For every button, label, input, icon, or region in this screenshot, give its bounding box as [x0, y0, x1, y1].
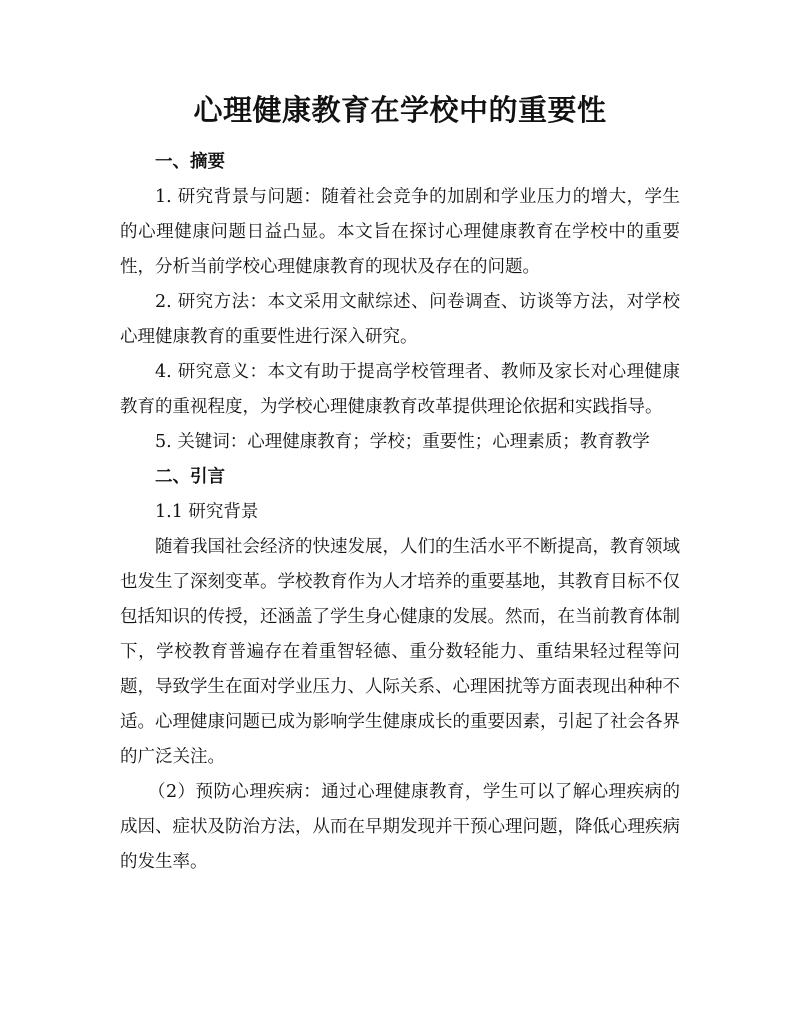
abstract-item-significance: 4. 研究意义：本文有助于提高学校管理者、教师及家长对心理健康教育的重视程度，为学校心理健康教育改革提供理论依据和实践指导。: [120, 362, 680, 417]
document-title: 心理健康教育在学校中的重要性: [193, 93, 607, 127]
abstract-heading: 一、摘要: [155, 152, 225, 172]
abstract-item-keywords: 5. 关键词：心理健康教育；学校；重要性；心理素质；教育教学: [155, 432, 650, 452]
research-background-subheading: 1.1 研究背景: [155, 502, 259, 522]
prevention-paragraph: （2）预防心理疾病：通过心理健康教育，学生可以了解心理疾病的成因、症状及防治方法，从而在早期发现并干预心理问题，降低心理疾病的发生率。: [120, 782, 680, 872]
research-background-paragraph: 随着我国社会经济的快速发展，人们的生活水平不断提高，教育领域也发生了深刻变革。学校教育作为人才培养的重要基地，其教育目标不仅包括知识的传授，还涵盖了学生身心健康的发展。然而，在当前教育体制下，学校教育普遍存在着重智轻德、重分数轻能力、重结果轻过程等问题，导致学生在面对学业压力、人际关系、心理困扰等方面表现出种种不适。心理健康问题已成为影响学生健康成长的重要因素，引起了社会各界的广泛关注。: [120, 537, 680, 767]
abstract-item-methods: 2. 研究方法：本文采用文献综述、问卷调查、访谈等方法，对学校心理健康教育的重要性进行深入研究。: [120, 292, 680, 347]
document-body: [120, 145, 680, 880]
abstract-item-background: 1. 研究背景与问题：随着社会竞争的加剧和学业压力的增大，学生的心理健康问题日益凸显。本文旨在探讨心理健康教育在学校中的重要性，分析当前学校心理健康教育的现状及存在的问题。: [120, 187, 680, 277]
introduction-heading: 二、引言: [155, 467, 225, 487]
